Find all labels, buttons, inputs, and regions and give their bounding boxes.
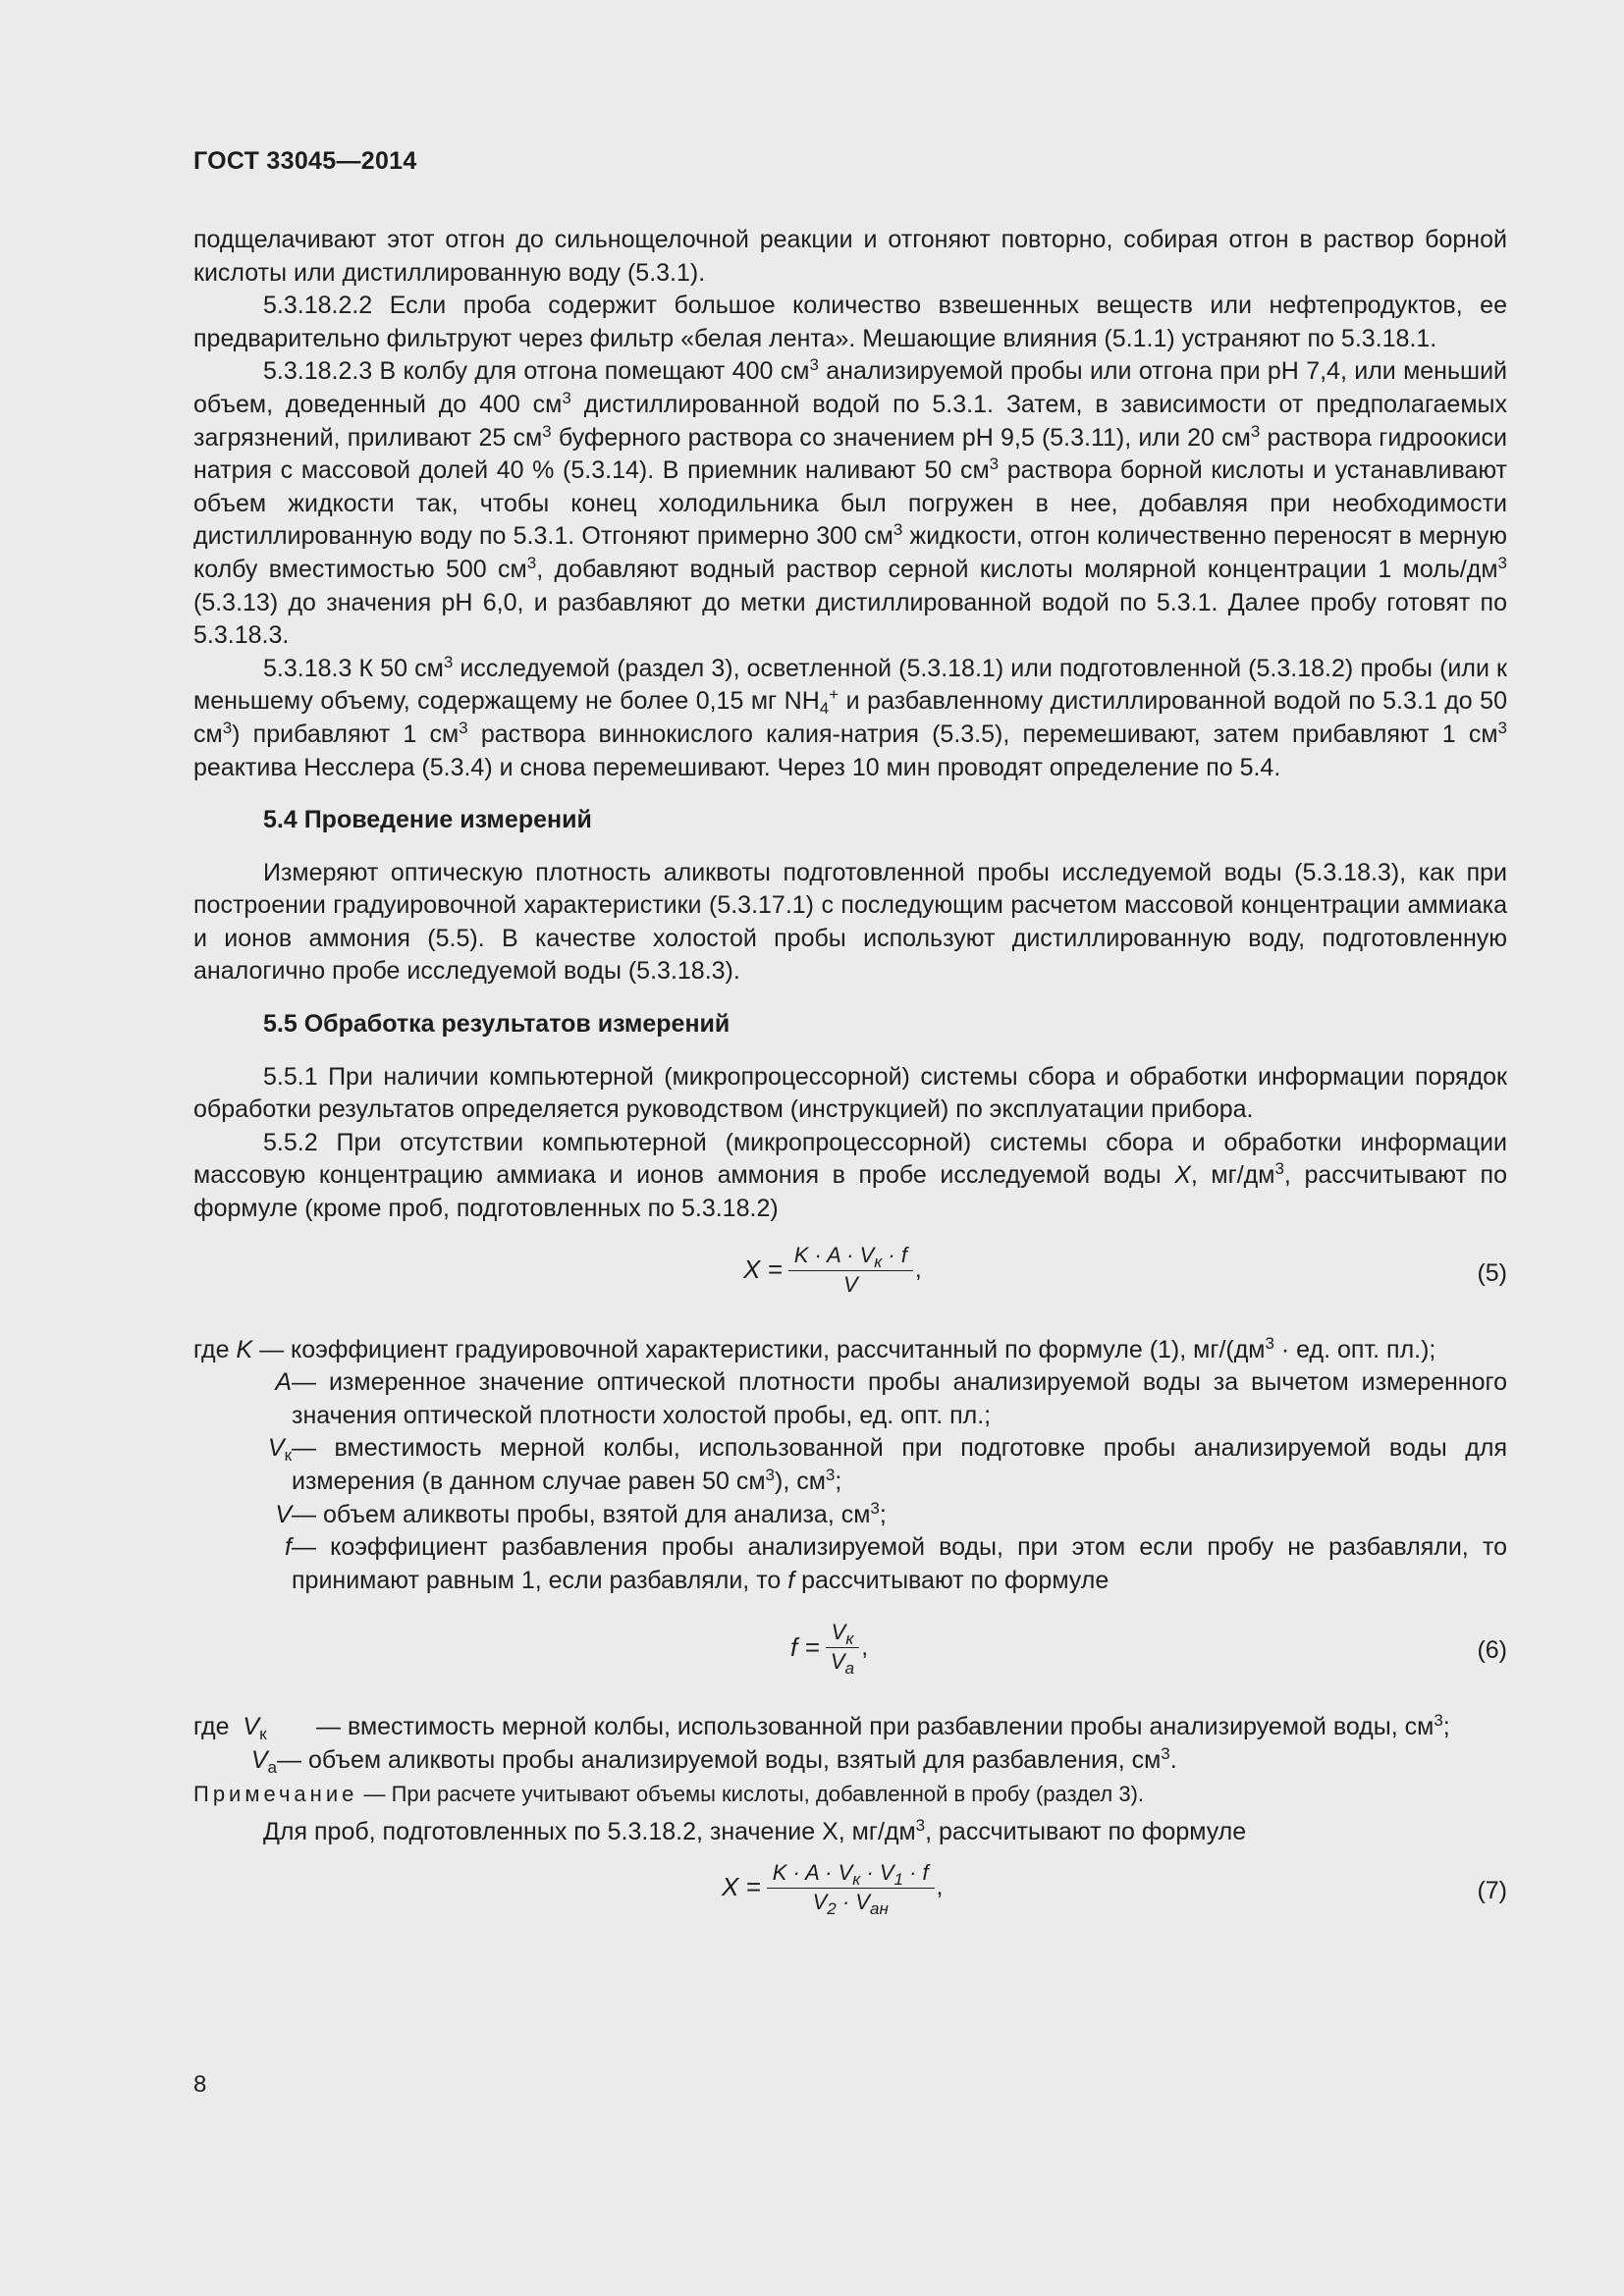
formula-7-lhs: X = — [722, 1871, 761, 1901]
formula-6-lhs: f = — [790, 1631, 820, 1662]
formula-6-fraction: $\frac{V_к}{V_а}$ — [826, 1620, 860, 1675]
formula-7: X = $\frac{K \cdot A \cdot V_к \cdot V_1 \cdot f}{V_2 \cdot V_{ан}}$ , (7) — [722, 1859, 1507, 1918]
paragraph-formula-7-intro: Для проб, подготовленных по 5.3.18.2, значение X, $мг/дм^3$, рассчитывают по формуле — [263, 1816, 1247, 1846]
section-heading-5-4: 5.4 Проведение измерений — [263, 806, 592, 834]
formula-7-number: (7) — [1477, 1876, 1507, 1904]
paragraph-5-3-18-2-2: 5.3.18.2.2 Если проба содержит большое количество взвешенных веществ или нефтепродуктов, ее предварительно фильтруют через фильтр «белая лента». Мешающие влияния (5.1.1) устраняют по 5.3.18.1. — [193, 292, 1507, 352]
page-content — [193, 224, 1507, 1951]
formula-5-number: (5) — [1477, 1258, 1507, 1287]
formula-5-lhs: X = — [743, 1254, 783, 1284]
definitions-formula-6 — [193, 1711, 1507, 1777]
definition-A: A — измеренное значение оптической плотности пробы анализируемой воды за вычетом измеренного значения оптической плотности холостой пробы, ед. опт. пл.; — [275, 1368, 1507, 1429]
definition-Vk: $V_к$ — вместимость мерной колбы, использованной при подготовке пробы анализируемой воды для измерения (в данном случае равен 50 $см^3$), $см^3$; — [267, 1434, 1507, 1495]
section-heading-5-5: 5.5 Обработка результатов измерений — [263, 1010, 731, 1039]
paragraph-5-3-18-2-3: 5.3.18.2.3 В колбу для отгона помещают 400 $см^3$ анализируемой пробы или отгона при pH 7,4, или меньший объем, доведенный до 400 $см^3$ дистиллированной водой по 5.3.1. Затем, в зависимости от предполагаемых загрязнений, приливают 25 $см^3$ буферного раствора со значением pH 9,5 (5.3.11), или 20 $см^3$ раствора гидроокиси натрия с массовой долей 40 % (5.3.14). В приемник наливают 50 $см^3$ раствора борной кислоты и устанавливают объем жидкости так, чтобы конец холодильника был погружен в нее, добавляя при необходимости дистиллированную воду по 5.3.1. Отгоняют примерно 300 $см^3$ жидкости, отгон количественно переносят в мерную колбу вместимостью 500 $см^3$, добавляют водный раствор серной кислоты молярной концентрации 1 моль/$дм^3$ (5.3.13) до значения pH 6,0, и разбавляют до метки дистиллированной водой по 5.3.1. Далее пробу готовят по 5.3.18.3. — [193, 355, 1507, 650]
definition-K: где K — коэффициент градуировочной характеристики, рассчитанный по формуле (1), $мг/(дм^3$ · ед. опт. пл.); — [193, 1333, 1436, 1363]
definition-V: V — объем аликвоты пробы, взятой для анализа, $см^3$; — [275, 1498, 887, 1528]
definition-f: f — коэффициент разбавления пробы анализируемой воды, при этом если пробу не разбавляли, то принимают равным 1, если разбавляли, то f рассчитывают по формуле — [285, 1533, 1507, 1594]
formula-5: X = $\frac{K \cdot A \cdot V_к \cdot f}{V}$ , (5) — [743, 1242, 1507, 1297]
paragraph-5-5-1: 5.5.1 При наличии компьютерной (микропроцессорной) системы сбора и обработки информации порядок обработки результатов определяется руководством (инструкцией) по эксплуатации прибора. — [193, 1062, 1507, 1124]
formula-6: f = $\frac{V_к}{V_а}$ , (6) — [790, 1620, 1507, 1679]
note: Примечание — При расчете учитывают объемы кислоты, добавленной в пробу (раздел 3). — [193, 1781, 1145, 1806]
paragraph-5-4: Измеряют оптическую плотность аликвоты подготовленной пробы исследуемой воды (5.3.18.3), как при построении градуировочной характеристики (5.3.17.1) с последующим расчетом массовой концентрации аммиака и ионов аммония (5.5). В качестве холостой пробы используют дистиллированную воду, подготовленную аналогично пробе исследуемой воды (5.3.18.3). — [193, 858, 1507, 986]
definition-Vk-2: где $V_к$ — вместимость мерной колбы, использованной при разбавлении пробы анализируемой воды, $см^3$; — [193, 1711, 1450, 1744]
formula-5-fraction: $\frac{K \cdot A \cdot V_к \cdot f}{V}$ — [788, 1243, 913, 1298]
definition-Va: $V_а$ — объем аликвоты пробы анализируемой воды, взятый для разбавления, $см^3$. — [250, 1743, 1177, 1777]
definitions-formula-5 — [193, 1334, 1507, 1598]
document-code: ГОСТ 33045—2014 — [193, 147, 417, 175]
paragraph-continuation: подщелачивают этот отгон до сильнощелочной реакции и отгоняют повторно, собирая отгон в раствор борной кислоты или дистиллированную воду (5.3.1). — [193, 226, 1507, 287]
formula-7-fraction: $\frac{K \cdot A \cdot V_к \cdot V_1 \cdot f}{V_2 \cdot V_{ан}}$ — [767, 1860, 935, 1915]
paragraph-5-3-18-3: 5.3.18.3 К 50 $см^3$ исследуемой (раздел 3), осветленной (5.3.18.1) или подготовленной (5.3.18.2) пробы (или к меньшему объему, содержащему не более 0,15 мг $NH_4^+$ и разбавленному дистиллированной водой по 5.3.1 до 50 $см^3$) прибавляют 1 $см^3$ раствора виннокислого калия-натрия (5.3.5), перемешивают, затем прибавляют 1 $см^3$ реактива Несслера (5.3.4) и снова перемешивают. Через 10 мин проводят определение по 5.4. — [193, 652, 1507, 781]
paragraph-5-5-2: 5.5.2 При отсутствии компьютерной (микропроцессорной) системы сбора и обработки информации массовую концентрацию аммиака и ионов аммония в пробе исследуемой воды X, $мг/дм^3$, рассчитывают по формуле (кроме проб, подготовленных по 5.3.18.2) — [193, 1128, 1507, 1223]
formula-6-number: (6) — [1477, 1636, 1507, 1665]
page-number: 8 — [193, 2071, 207, 2098]
